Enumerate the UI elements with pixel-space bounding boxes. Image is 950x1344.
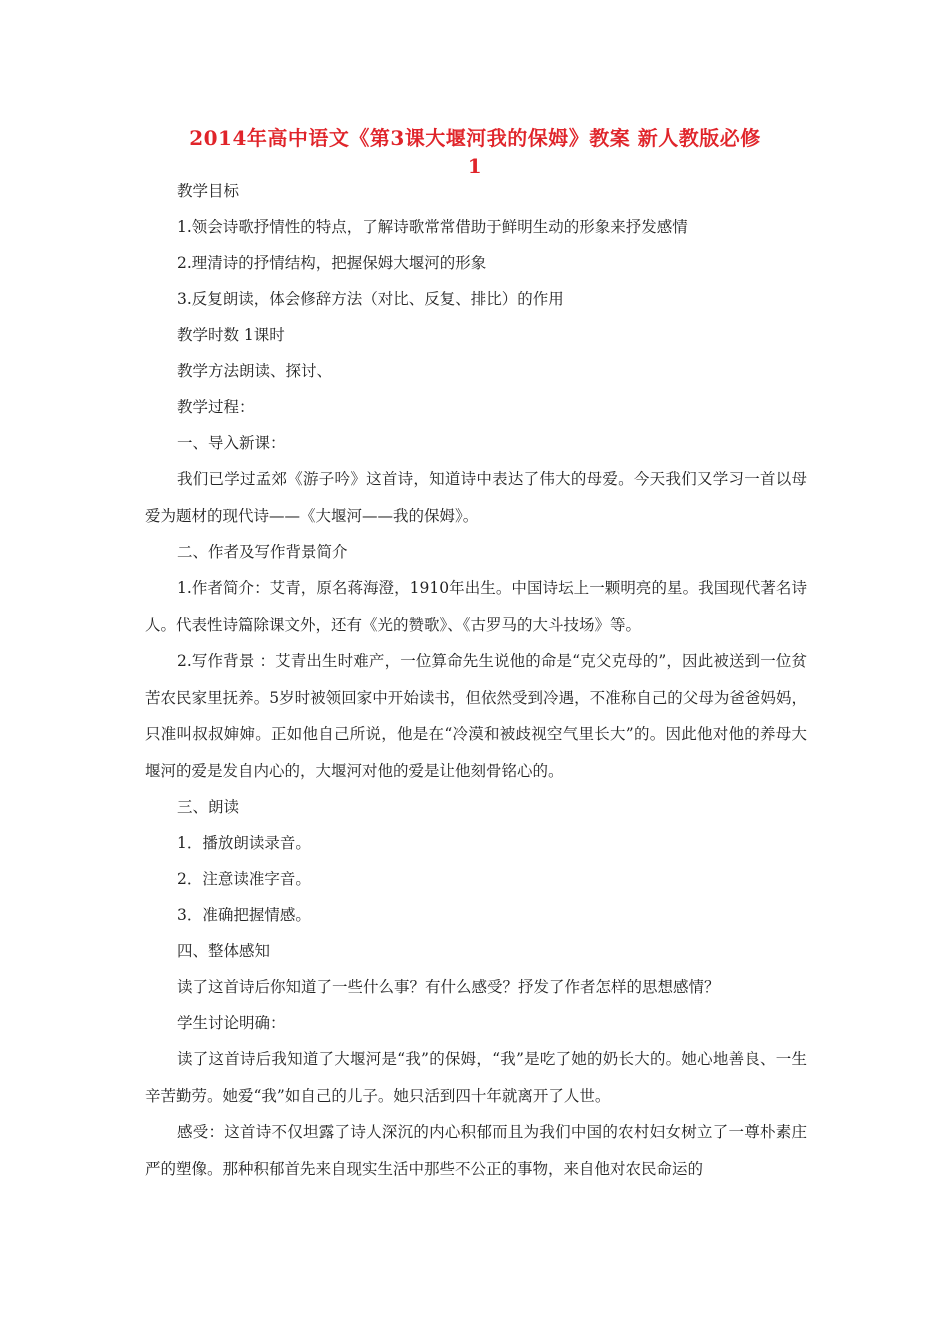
goal-item-2: 2.理清诗的抒情结构，把握保姆大堰河的形象 [177, 254, 487, 272]
title-line-1: 2014年高中语文《第3课大堰河我的保姆》教案 新人教版必修 [189, 126, 761, 150]
reading-item-3: 3．准确把握情感。 [177, 906, 311, 924]
goal-item-3: 3.反复朗读，体会修辞方法（对比、反复、排比）的作用 [177, 290, 564, 308]
paragraph-intro: 我们已学过孟郊《游子吟》这首诗，知道诗中表达了伟大的母爱。今天我们又学习一首以母爱为题材的现代诗——《大堰河——我的保姆》。 [145, 470, 807, 525]
goal-item-1: 1.领会诗歌抒情性的特点，了解诗歌常常借助于鲜明生动的形象来抒发感情 [177, 218, 688, 236]
reading-item-2: 2．注意读准字音。 [177, 870, 311, 888]
teaching-method: 教学方法朗读、探讨、 [177, 362, 333, 380]
section-heading-3: 三、朗读 [177, 798, 240, 816]
paragraph-author-intro: 1.作者简介：艾青，原名蒋海澄，1910年出生。中国诗坛上一颗明亮的星。我国现代著名诗人。代表性诗篇除课文外，还有《光的赞歌》、《古罗马的大斗技场》等。 [145, 579, 807, 634]
paragraph-background: 2.写作背景 ：艾青出生时难产，一位算命先生说他的命是“克父克母的”，因此被送到一位贫苦农民家里抚养。5岁时被领回家中开始读书，但依然受到冷遇，不准称自己的父母为爸爸妈妈，只准叫叔叔婶婶。正如他自己所说，他是在“冷漠和被歧视空气里长大”的。因此他对他的养母大堰河的爱是发自内心的，大堰河对他的爱是让他刻骨铭心的。 [145, 652, 807, 780]
heading-teaching-goals: 教学目标 [177, 182, 240, 200]
section-heading-2: 二、作者及写作背景简介 [177, 543, 348, 561]
document-body [145, 173, 807, 1187]
teaching-hours: 教学时数 1课时 [177, 326, 285, 344]
paragraph-understanding: 读了这首诗后我知道了大堰河是“我”的保姆，“我”是吃了她的奶长大的。她心地善良、一生辛苦勤劳。她爱“我”如自己的儿子。她只活到四十年就离开了人世。 [145, 1050, 807, 1105]
paragraph-question: 读了这首诗后你知道了一些什么事？有什么感受？抒发了作者怎样的思想感情？ [177, 978, 720, 996]
paragraph-discussion: 学生讨论明确： [177, 1014, 286, 1032]
section-heading-1: 一、导入新课： [177, 434, 286, 452]
reading-item-1: 1．播放朗读录音。 [177, 834, 311, 852]
paragraph-feeling: 感受：这首诗不仅坦露了诗人深沉的内心积郁而且为我们中国的农村妇女树立了一尊朴素庄严的塑像。那种积郁首先来自现实生活中那些不公正的事物，来自他对农民命运的 [145, 1123, 807, 1178]
title-line-2: 1 [467, 154, 483, 178]
document-title [145, 124, 805, 180]
section-heading-4: 四、整体感知 [177, 942, 271, 960]
heading-teaching-process: 教学过程： [177, 398, 255, 416]
